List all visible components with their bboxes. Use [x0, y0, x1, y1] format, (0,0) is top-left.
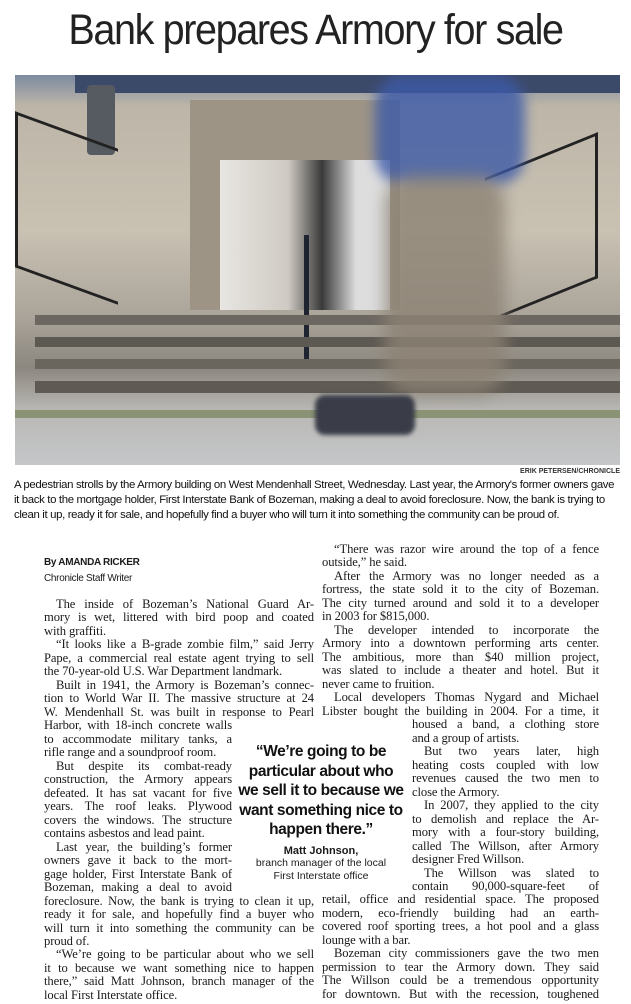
article-line: After the Armory was no longer needed as a	[334, 568, 599, 583]
article-line: tion to World War II. The massive structure at 24	[44, 691, 314, 706]
article-line: covers the windows. The structure	[44, 812, 232, 827]
byline-role: Chronicle Staff Writer	[44, 573, 133, 584]
article-line: called The Willson, after Armory	[412, 838, 599, 853]
article-line: permission to tear the Armory down. They said	[322, 959, 599, 974]
pull-quote-text: “We’re going to be particular about who we sell it to because we want something nice to happen there.”	[238, 743, 404, 838]
article-line: heating costs coupled with low	[412, 757, 599, 772]
article-line: lounge with a bar.	[322, 932, 411, 947]
article-line: it to because we want something nice to happen	[44, 960, 314, 975]
article-line: “We’re going to be particular about who we sell	[56, 947, 314, 962]
article-line: revenues caused the two men to	[412, 771, 599, 786]
photo-walker-legs	[385, 175, 505, 395]
article-line: foreclosure. Now, the bank is trying to clean it up,	[44, 893, 314, 908]
article-line: to demolish and replace the Ar-	[412, 811, 599, 826]
article-line: Built in 1941, the Armory is Bozeman’s connec-	[56, 677, 314, 692]
article-line: there,” said Matt Johnson, branch manager of the	[44, 974, 314, 989]
photo-caption: A pedestrian strolls by the Armory building on West Mendenhall Street, Wednesday. Last year, the Armory's former owners gave it back to the mortgage holder, First Interstate Bank of Bozeman, making a deal to avoid foreclosure. Now, the bank is trying to clean it up, ready it for sale, and hopefully find a buyer who will turn it into something the community can be proud of.	[14, 479, 615, 521]
article-line: rifle range and a soundproof room.	[44, 745, 217, 760]
photo-step	[35, 381, 620, 393]
article-line: The developer intended to incorporate the	[334, 622, 599, 637]
article-line: local First Interstate office.	[44, 987, 178, 1002]
article-line: Bozeman city commissioners gave the two men	[334, 946, 599, 961]
article-line: defeated. It has sat vacant for five	[44, 785, 232, 800]
photo-roof-band	[75, 75, 620, 93]
article-line: outside,” he said.	[322, 555, 407, 570]
article-line: was slated to include a theater and hotel. But it	[322, 663, 599, 678]
article-line: contains asbestos and lead paint.	[44, 826, 205, 841]
pull-quote-name: Matt Johnson,	[283, 844, 359, 857]
article-line: mory with a four-story building,	[412, 825, 599, 840]
article-line: owners gave it back to the mort-	[44, 853, 232, 868]
pull-quote-role-line: branch manager of the local	[255, 856, 387, 869]
article-line: fortress, the state sold it to the city of Bozeman.	[322, 582, 599, 597]
article-line: close the Armory.	[412, 784, 500, 799]
byline: By AMANDA RICKER	[44, 557, 140, 568]
armory-photo	[15, 75, 620, 465]
photo-step	[35, 337, 620, 347]
photo-step	[35, 315, 620, 325]
article-line: with graffiti.	[44, 623, 107, 638]
article-line: “It looks like a B-grade zombie film,” said Jerry	[56, 637, 314, 652]
article-line: the 70-year-old U.S. War Department landmark.	[44, 664, 283, 679]
article-line: gage holder, First Interstate Bank of	[44, 866, 232, 881]
photo-credit: ERIK PETERSEN/CHRONICLE	[520, 468, 620, 475]
article-line: ready it for sale, and hopefully find a buyer who	[44, 907, 314, 922]
pull-quote-role-line: First Interstate office	[273, 869, 369, 882]
article-line: in 2003 for $815,000.	[322, 609, 430, 624]
photo-step	[35, 359, 620, 369]
pull-quote	[238, 742, 404, 883]
article-line: housed a band, a clothing store	[412, 717, 599, 732]
article-line: to accommodate military tanks, a	[44, 731, 232, 746]
photo-walker-torso	[375, 75, 525, 185]
article-line: The Willson could be a tremendous opportunity	[322, 973, 599, 988]
article-line: Local developers Thomas Nygard and Michael	[334, 690, 599, 705]
headline: Bank prepares Armory for sale	[68, 6, 563, 54]
article-line: proud of.	[44, 934, 90, 948]
article-line: Last year, the building’s former	[56, 839, 232, 854]
article-line: mory is wet, littered with bird poop and coated	[44, 610, 314, 625]
article-line: construction, the Armory appears	[44, 772, 232, 787]
article-line: In 2007, they applied to the city	[424, 798, 599, 813]
article-line: But despite its combat-ready	[56, 758, 232, 773]
article-line: Harbor, with 18-inch concrete walls	[44, 718, 232, 733]
article-line: W. Mendenhall St. was built in response to Pearl	[44, 704, 314, 719]
article-line: Armory into a downtown performing arts center.	[322, 636, 599, 651]
article-line: “There was razor wire around the top of a fence	[334, 542, 599, 556]
article-line: Libster bought the building in 2004. For a time, it	[322, 703, 599, 718]
article-line: never came to fruition.	[322, 676, 435, 691]
article-line: modern, eco-friendly building had an earth-	[322, 905, 599, 920]
article-line: But two years later, high	[424, 744, 599, 759]
pull-quote-role	[238, 857, 404, 883]
article-line: for downtown. But with the recession, toughened	[322, 986, 599, 1001]
article-line: The Willson was slated to	[424, 865, 599, 880]
article-line: covered roof sporting trees, a hot pool and a glass	[322, 919, 599, 934]
photo-walker-shoe	[315, 395, 415, 435]
article-line: The city turned around and sold it to a developer	[322, 595, 599, 610]
article-line: Bozeman, making a deal to avoid	[44, 880, 232, 895]
article-line: years. The roof leaks. Plywood	[44, 799, 232, 814]
article-line: and a group of artists.	[412, 730, 520, 745]
article-line: The ambitious, more than $40 million project,	[322, 649, 599, 664]
article-line: The inside of Bozeman’s National Guard Ar-	[56, 597, 314, 611]
article-line: designer Fred Willson.	[412, 852, 525, 867]
article-line: retail, office and residential space. The proposed	[322, 892, 599, 907]
article-line: Pape, a commercial real estate agent trying to sell	[44, 650, 314, 665]
article-line: contain 90,000-square-feet of	[412, 879, 599, 893]
article-line: will turn it into something the community can be	[44, 920, 314, 935]
